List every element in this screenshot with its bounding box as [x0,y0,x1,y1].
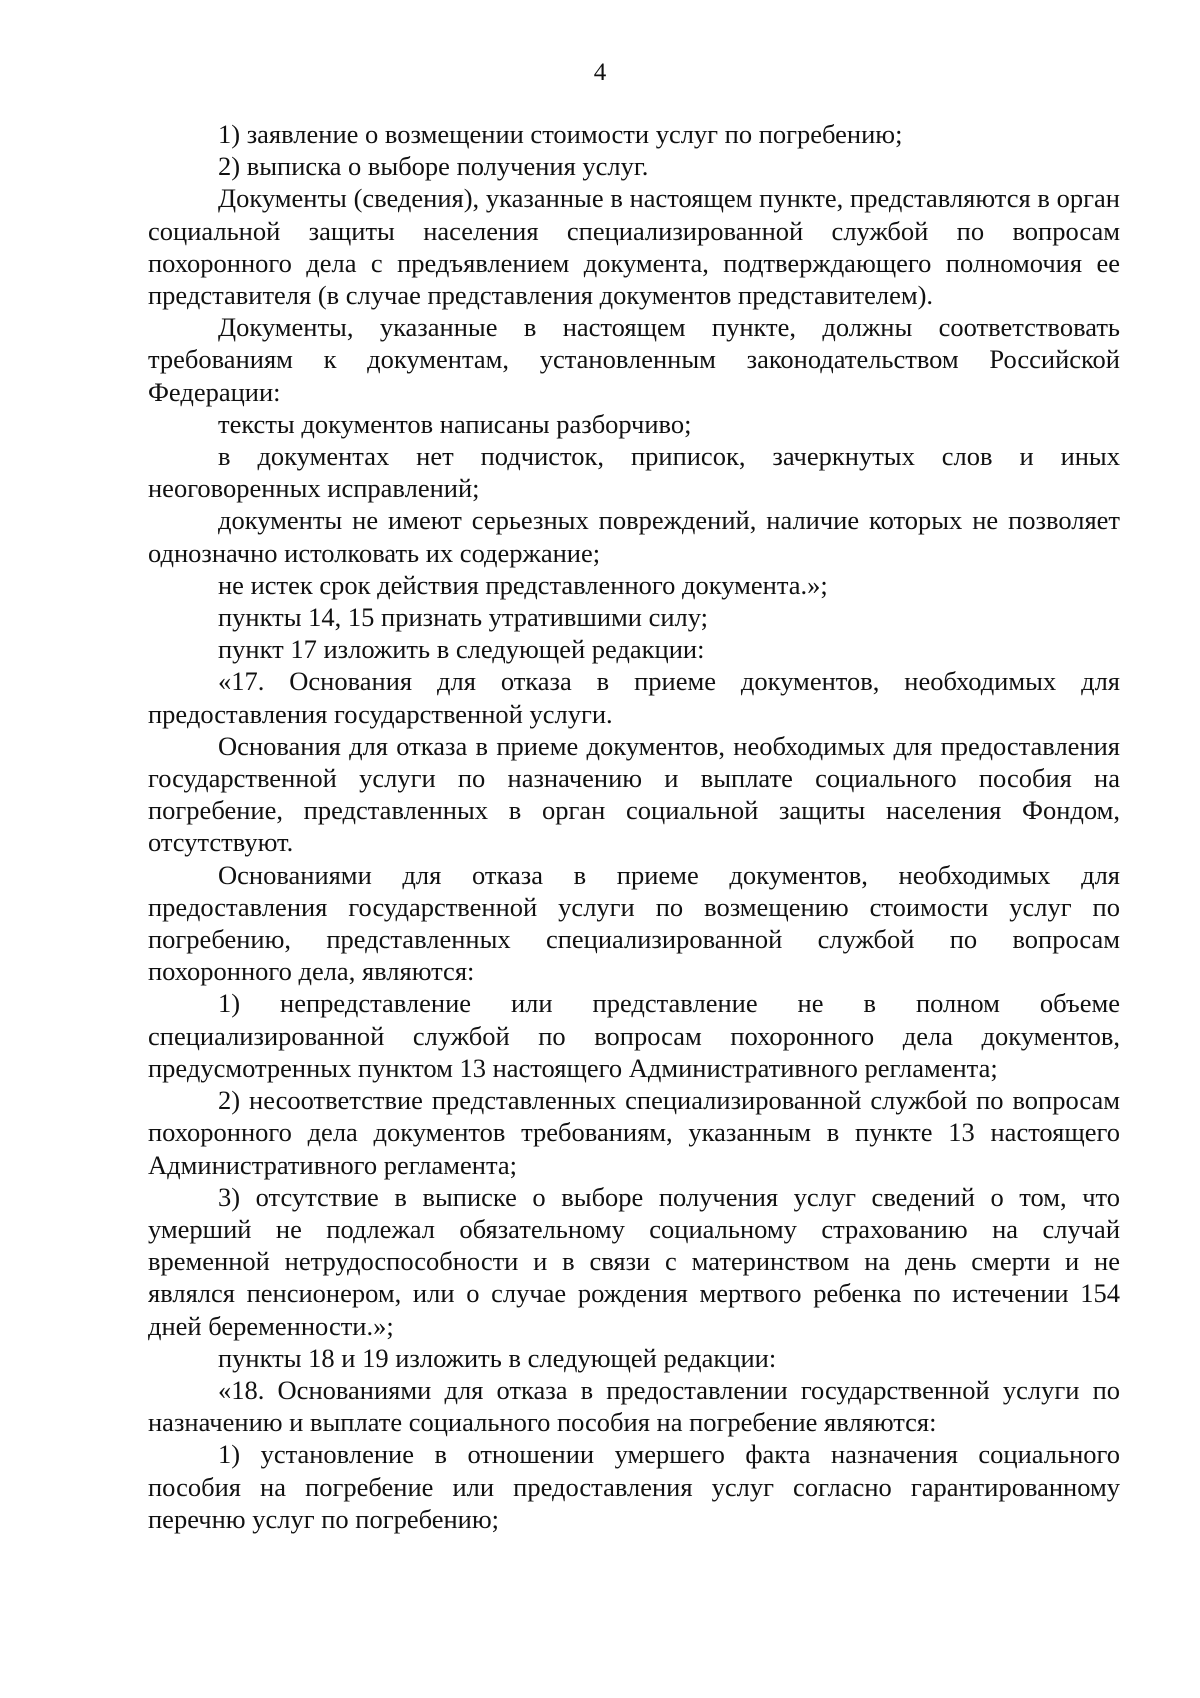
paragraph: пункты 14, 15 признать утратившими силу; [218,602,709,633]
paragraph: тексты документов написаны разборчиво; [218,408,692,439]
paragraph: «18. Основаниями для отказа в предоставлении государственной услуги по назначению и выплате социального пособия на погребение являются: [148,1374,1120,1438]
document-body [148,118,1120,1535]
paragraph: пункт 17 изложить в следующей редакции: [218,634,705,665]
paragraph: 3) отсутствие в выписке о выборе получения услуг сведений о том, что умерший не подлежал обязательному социальному страхованию на случай временной нетрудоспособности и в связи с материнством на день смерти и не являлся пенсионером, или о случае рождения мертвого ребенка по истечении 154 дней беременности.»; [148,1181,1120,1341]
paragraph: 1) установление в отношении умершего факта назначения социального пособия на погребение или предоставления услуг согласно гарантированному перечню услуг по погребению; [148,1439,1120,1534]
paragraph: Документы, указанные в настоящем пункте, должны соответствовать требованиям к документам, установленным законодательством Российской Федерации: [148,312,1120,407]
paragraph: пункты 18 и 19 изложить в следующей редакции: [218,1342,777,1373]
page-number: 4 [593,59,607,86]
paragraph: Документы (сведения), указанные в настоящем пункте, представляются в орган социальной защиты населения специализированной службой по вопросам похоронного дела с предъявлением документа, подтверждающего полномочия ее представителя (в случае представления документов представителем). [148,183,1120,311]
paragraph: в документах нет подчисток, приписок, зачеркнутых слов и иных неоговоренных исправлений; [148,441,1120,504]
paragraph: Основаниями для отказа в приеме документов, необходимых для предоставления государственной услуги по возмещению стоимости услуг по погребению, представленных специализированной службой по вопросам похоронного дела, являются: [148,859,1120,987]
paragraph: 2) несоответствие представленных специализированной службой по вопросам похоронного дела документов требованиям, указанным в пункте 13 настоящего Административного регламента; [148,1085,1120,1180]
paragraph: документы не имеют серьезных повреждений, наличие которых не позволяет однозначно истолковать их содержание; [148,505,1120,568]
paragraph: 1) заявление о возмещении стоимости услуг по погребению; [218,119,903,149]
paragraph: не истек срок действия представленного документа.»; [218,569,828,600]
paragraph: 2) выписка о выборе получения услуг. [218,151,649,182]
paragraph: «17. Основания для отказа в приеме документов, необходимых для предоставления государственной услуги. [148,666,1120,729]
paragraph: 1) непредставление или представление не в полном объеме специализированной службой по вопросам похоронного дела документов, предусмотренных пунктом 13 настоящего Административного регламента; [148,988,1120,1083]
paragraph: Основания для отказа в приеме документов, необходимых для предоставления государственной услуги по назначению и выплате социального пособия на погребение, представленных в орган социальной защиты населения Фондом, отсутствуют. [148,730,1120,858]
